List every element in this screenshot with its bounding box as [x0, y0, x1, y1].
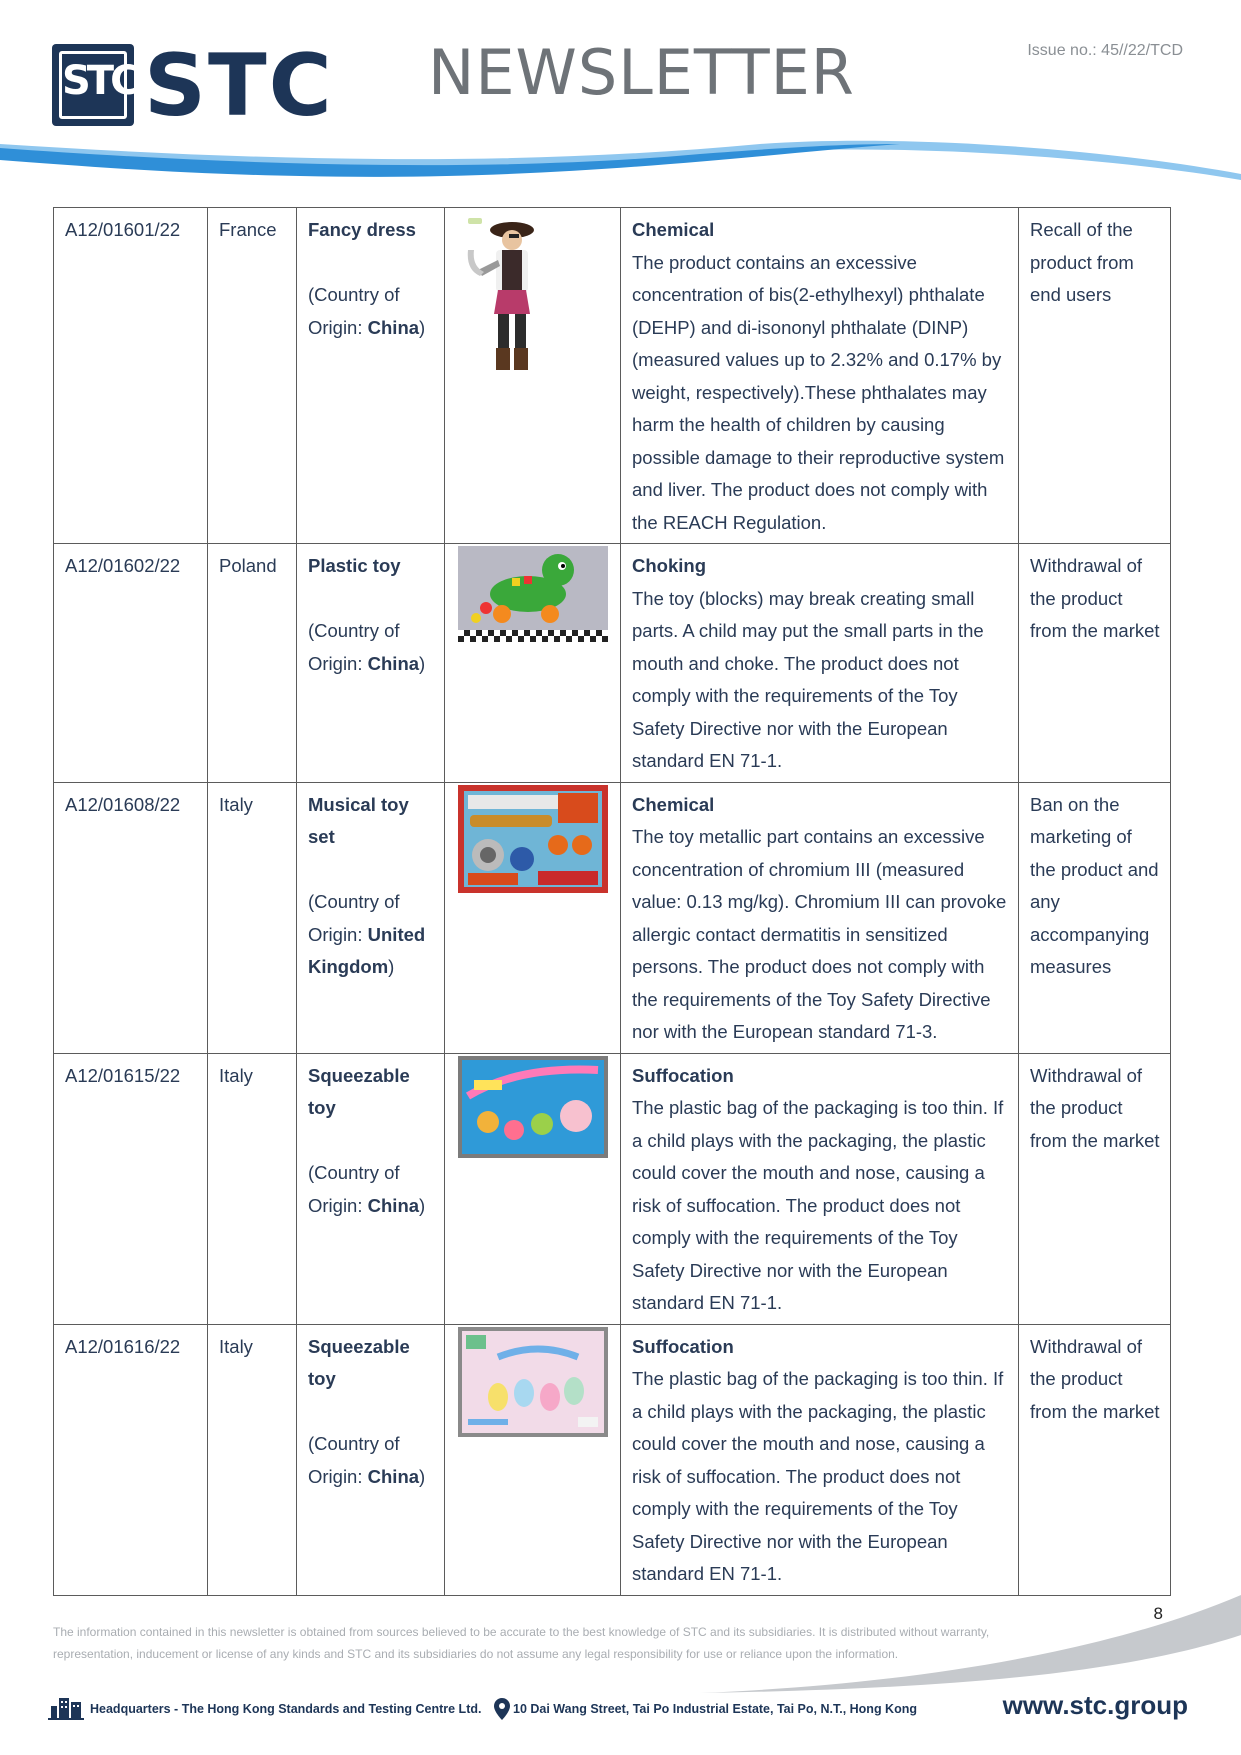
- measures-taken: Ban on the marketing of the product and any accompanying measures: [1030, 793, 1159, 977]
- hazard-description: The product contains an excessive concentration of bis(2-ethylhexyl) phthalate (DEHP) and di-isononyl phthalate (DINP) (measured values up to 2.32% and 0.17% by weight, respectively).These phthalates may harm the health of children by causing possible damage to their reproductive system and liver. The product does not comply with the REACH Regulation.: [632, 251, 1005, 533]
- origin-suffix: ): [419, 1194, 426, 1216]
- origin-prefix: (Country of Origin:: [308, 284, 400, 338]
- origin-suffix: ): [419, 1465, 426, 1487]
- hazard-type: Chemical: [632, 793, 715, 815]
- pirate-costume-image: [458, 210, 608, 391]
- country-cell: [208, 1053, 297, 1324]
- hazard-cell: [621, 544, 1019, 783]
- origin-country: China: [367, 652, 420, 674]
- measures-taken: Recall of the product from end users: [1030, 219, 1134, 305]
- logo-mark: [52, 44, 134, 126]
- musical-toy-set-image: [458, 785, 608, 904]
- origin-prefix: (Country of Origin:: [308, 1162, 400, 1216]
- hazard-type: Suffocation: [632, 1335, 734, 1357]
- product-cell: [297, 208, 445, 544]
- reference-number: A12/01615/22: [65, 1064, 181, 1086]
- image-cell: [445, 1324, 621, 1595]
- measures-taken: Withdrawal of the product from the market: [1030, 1335, 1160, 1422]
- footer-bar: [48, 1690, 1188, 1726]
- origin-suffix: ): [419, 652, 426, 674]
- measures-cell: [1019, 782, 1171, 1053]
- hazard-type: Suffocation: [632, 1064, 734, 1086]
- product-name: Squeezable toy: [308, 1335, 410, 1389]
- reference-number: A12/01608/22: [65, 793, 181, 815]
- hazard-cell: [621, 208, 1019, 544]
- country-cell: [208, 782, 297, 1053]
- notifying-country: Italy: [219, 793, 253, 815]
- website-link[interactable]: www.stc.group: [1002, 1690, 1188, 1720]
- image-cell: [445, 1053, 621, 1324]
- building-icon: [48, 1694, 84, 1720]
- image-cell: [445, 544, 621, 783]
- hazard-type: Chemical: [632, 219, 715, 240]
- reference-number: A12/01602/22: [65, 555, 181, 576]
- table-row: [54, 782, 1171, 1053]
- notifying-country: Italy: [219, 1064, 253, 1086]
- reference-cell: [54, 544, 208, 783]
- origin-prefix: (Country of Origin:: [308, 1433, 400, 1487]
- product-name: Plastic toy: [308, 555, 401, 576]
- logo-mark-glyph: STC: [62, 58, 136, 104]
- table-row: [54, 1324, 1171, 1595]
- alerts-table: [53, 207, 1171, 1596]
- hazard-cell: [621, 1324, 1019, 1595]
- measures-taken: Withdrawal of the product from the market: [1030, 1064, 1160, 1151]
- reference-cell: [54, 1053, 208, 1324]
- country-cell: [208, 208, 297, 544]
- disclaimer: The information contained in this newsletter is obtained from sources believed to be accurate to the best knowledge of STC and its subsidiaries. It is distributed without warranty, representation, inducement or license of any kinds and STC and its subsidiaries do not assume any legal responsibility for use or reliance upon the information.: [53, 1625, 990, 1661]
- table-row: [54, 1053, 1171, 1324]
- dinosaur-toy-image: [458, 546, 608, 653]
- product-cell: [297, 1324, 445, 1595]
- measures-cell: [1019, 1053, 1171, 1324]
- hazard-description: The plastic bag of the packaging is too thin. If a child plays with the packaging, the plastic could cover the mouth and nose, causing a risk of suffocation. The product does not comply with the requirements of the Toy Safety Directive nor with the European standard EN 71-1.: [632, 1097, 1004, 1313]
- origin-suffix: ): [388, 956, 395, 977]
- squeezable-toy-box-image: [458, 1056, 608, 1169]
- newsletter-title: NEWSLETTER: [428, 36, 855, 109]
- origin-country: United Kingdom: [308, 923, 426, 977]
- reference-cell: [54, 208, 208, 544]
- measures-cell: [1019, 544, 1171, 783]
- headquarters-label: Headquarters - The Hong Kong Standards and Testing Centre Ltd.: [90, 1702, 482, 1716]
- country-cell: [208, 1324, 297, 1595]
- header-wave: [0, 130, 1241, 200]
- country-cell: [208, 544, 297, 783]
- origin-country: China: [367, 1465, 420, 1487]
- measures-taken: Withdrawal of the product from the market: [1030, 555, 1160, 641]
- issue-number: Issue no.: 45//22/TCD: [1027, 42, 1183, 59]
- notifying-country: Italy: [219, 1335, 253, 1357]
- page-number: 8: [1153, 1604, 1163, 1623]
- origin-prefix: (Country of Origin:: [308, 620, 400, 674]
- reference-cell: [54, 782, 208, 1053]
- product-cell: [297, 1053, 445, 1324]
- origin-country: China: [367, 316, 420, 338]
- stc-logo: [52, 36, 352, 136]
- squeezable-toy-pink-box-image: [458, 1327, 608, 1448]
- measures-cell: [1019, 1324, 1171, 1595]
- product-cell: [297, 544, 445, 783]
- hazard-type: Choking: [632, 555, 706, 576]
- address: 10 Dai Wang Street, Tai Po Industrial Estate, Tai Po, N.T., Hong Kong: [513, 1702, 917, 1716]
- hazard-description: The toy (blocks) may break creating small parts. A child may put the small parts in the mouth and choke. The product does not comply with the requirements of the Toy Safety Directive nor with the European standard EN 71-1.: [632, 587, 984, 771]
- brand-name: STC: [144, 36, 334, 136]
- origin-country: China: [367, 1194, 420, 1216]
- table-row: [54, 544, 1171, 783]
- product-name: Fancy dress: [308, 219, 416, 240]
- table-row: [54, 208, 1171, 544]
- product-name: Squeezable toy: [308, 1064, 410, 1118]
- product-name: Musical toy set: [308, 793, 409, 847]
- image-cell: [445, 782, 621, 1053]
- reference-cell: [54, 1324, 208, 1595]
- hazard-description: The plastic bag of the packaging is too thin. If a child plays with the packaging, the plastic could cover the mouth and nose, causing a risk of suffocation. The product does not comply with the requirements of the Toy Safety Directive nor with the European standard EN 71-1.: [632, 1368, 1004, 1584]
- hazard-cell: [621, 1053, 1019, 1324]
- notifying-country: Poland: [219, 555, 277, 576]
- hazard-description: The toy metallic part contains an excessive concentration of chromium III (measured value: 0.13 mg/kg). Chromium III can provoke allergic contact dermatitis in sensitized persons. The product does not comply with the requirements of the Toy Safety Directive nor with the European standard 71-3.: [632, 826, 1007, 1042]
- reference-number: A12/01616/22: [65, 1335, 181, 1357]
- notifying-country: France: [219, 219, 277, 240]
- origin-suffix: ): [419, 316, 426, 338]
- hazard-cell: [621, 782, 1019, 1053]
- location-pin-icon: [494, 1698, 510, 1720]
- image-cell: [445, 208, 621, 544]
- product-cell: [297, 782, 445, 1053]
- reference-number: A12/01601/22: [65, 219, 181, 240]
- origin-prefix: (Country of Origin:: [308, 891, 400, 945]
- measures-cell: [1019, 208, 1171, 544]
